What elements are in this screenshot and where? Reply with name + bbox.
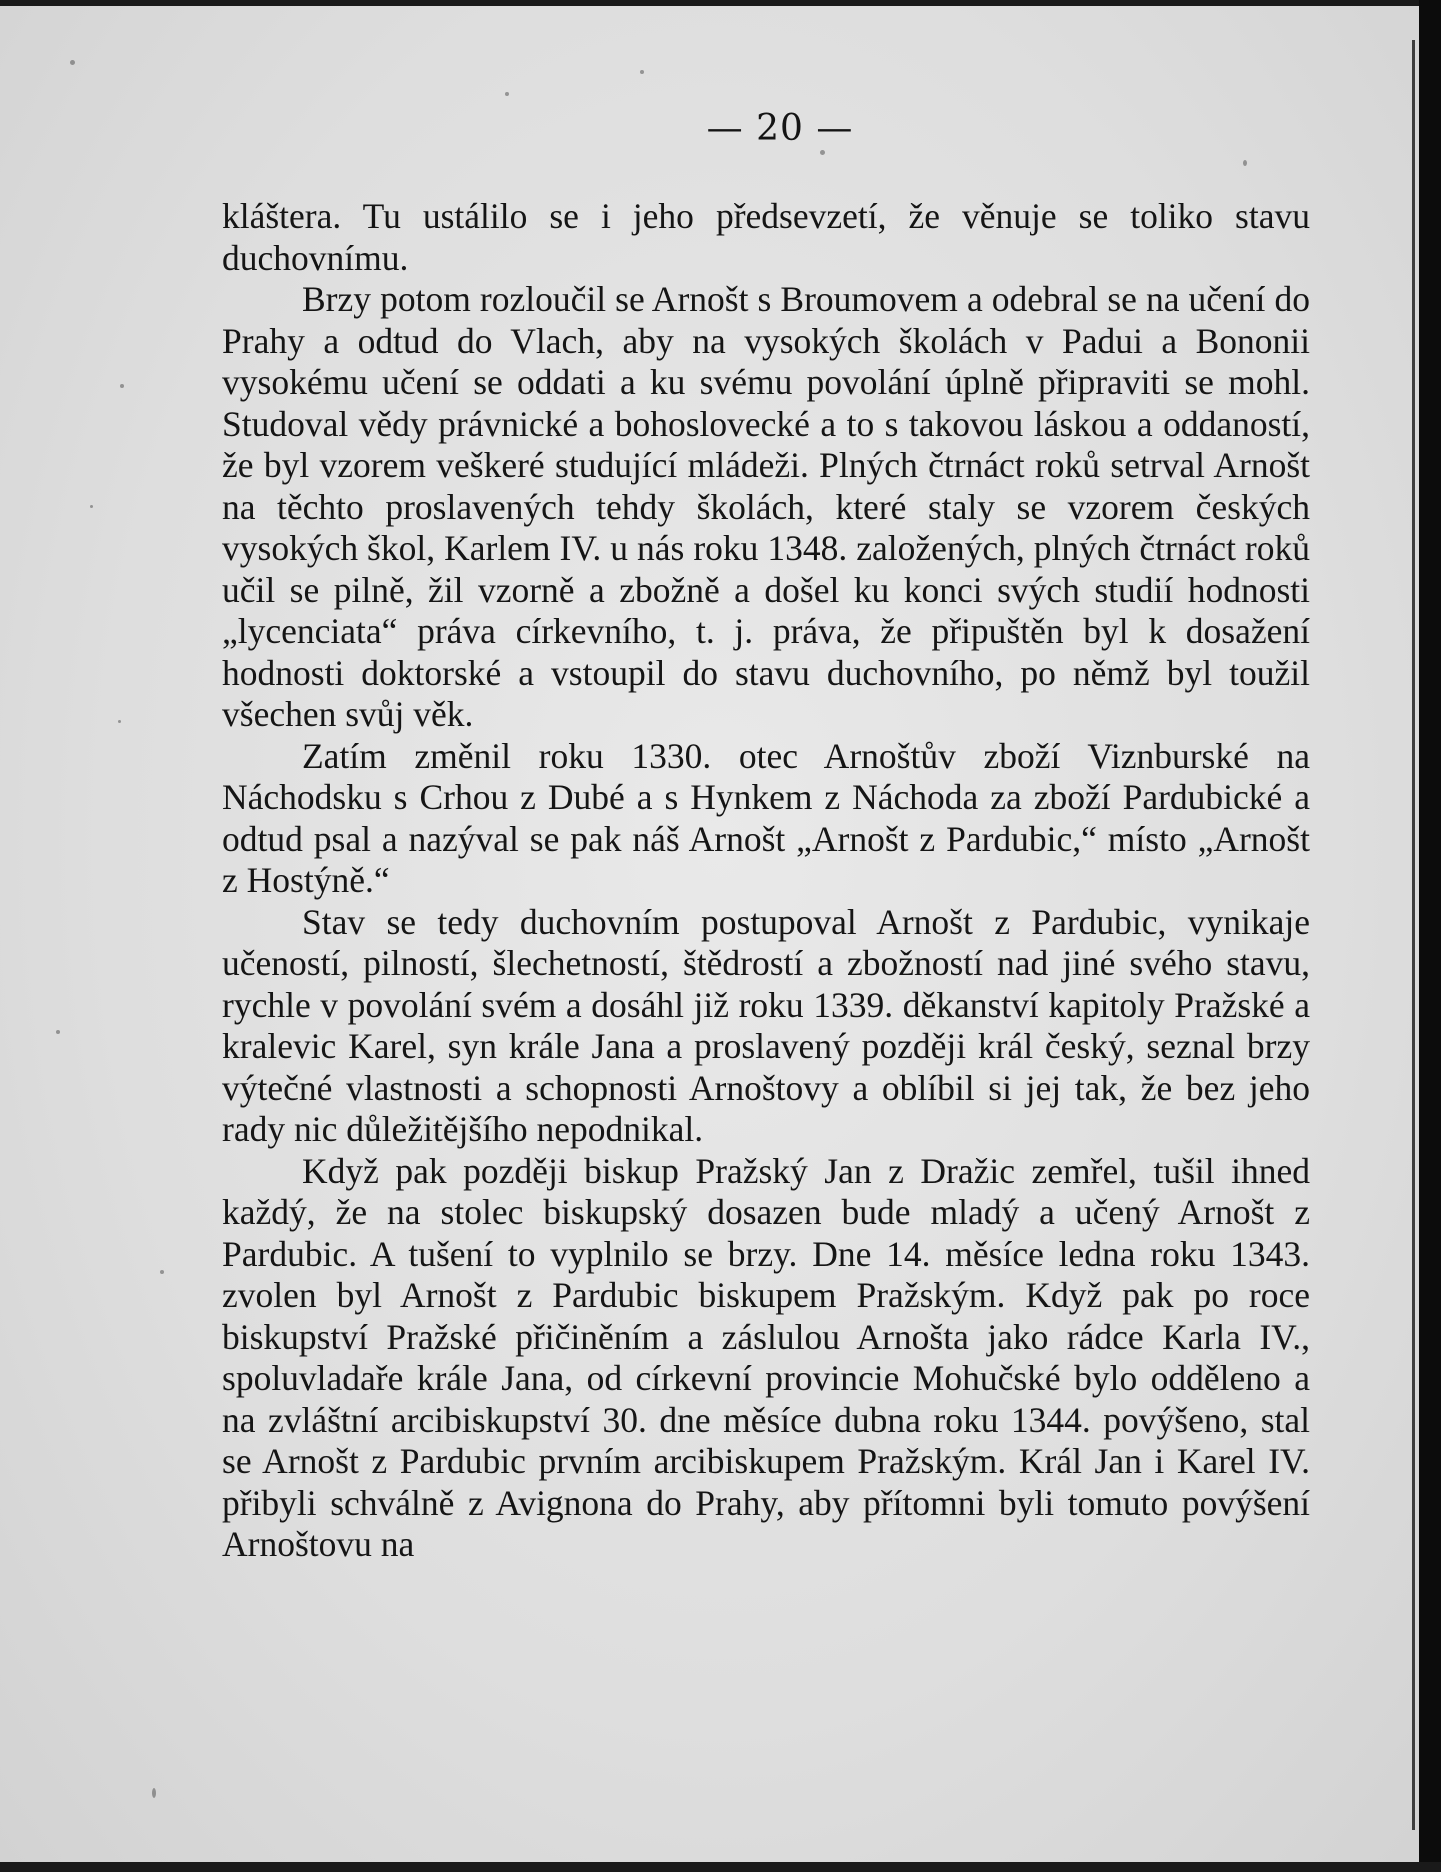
paragraph: Když pak později biskup Pražský Jan z Dražic zemřel, tušil ihned každý, že na stolec biskupský dosazen bude mladý a učený Arnošt z Pardubic. A tušení to vyplnilo se brzy. Dne 14. měsíce ledna roku 1343. zvolen byl Arnošt z Pardubic biskupem Pražským. Když pak po roce biskupství Pražské přičiněním a záslulou Arnošta jako rádce Karla IV., spoluvladaře krále Jana, od církevní provincie Mohučské bylo odděleno a na zvláštní arcibiskupství 30. dne měsíce dubna roku 1344. povýšeno, stal se Arnošt z Pardubic prvním arcibiskupem Pražským. Král Jan i Karel IV. přibyli schválně z Avignona do Prahy, aby přítomni byli tomuto povýšení Arnoštovu na [222,1150,1310,1564]
body-text [222,196,1310,1566]
paragraph: Stav se tedy duchovním postupoval Arnošt z Pardubic, vynikaje učeností, pilností, šlechetností, štědrostí a zbožností nad jiné svého stavu, rychle v povolání svém a dosáhl již roku 1339. děkanství kapitoly Pražské a kralevic Karel, syn krále Jana a proslavený později král český, seznal brzy výtečné vlastnosti a schopnosti Arnoštovy a oblíbil si jej tak, že bez jeho rady nic důležitějšího nepodnikal. [222,901,1310,1149]
paragraph: Brzy potom rozloučil se Arnošt s Broumovem a odebral se na učení do Prahy a odtud do Vlach, aby na vysokých školách v Padui a Bononii vysokému učení se oddati a ku svému povolání úplně připraviti se mohl. Studoval vědy právnické a bohoslovecké a to s takovou láskou a oddaností, že byl vzorem veškeré studující mládeži. Plných čtrnáct roků setrval Arnošt na těchto proslavených tehdy školách, které staly se vzorem českých vysokých škol, Karlem IV. u nás roku 1348. založených, plných čtrnáct roků učil se pilně, žil vzorně a zbožně a došel ku konci svých studií hodnosti „lycenciata“ práva církevního, t. j. práva, že připuštěn byl k dosažení hodnosti doktorské a vstoupil do stavu duchovního, po němž byl toužil všechen svůj věk. [222,279,1310,734]
scan-border-bottom [0,1862,1441,1872]
scan-speck [70,60,75,65]
scan-border-top [0,0,1441,6]
scan-speck [820,150,825,155]
scan-speck [640,70,644,74]
scan-speck [118,720,121,723]
scan-speck [56,1030,60,1034]
paragraph: kláštera. Tu ustálilo se i jeho předsevzetí, že věnuje se toliko stavu duchovnímu. [222,196,1310,278]
scan-speck [152,1788,156,1798]
scan-speck [1243,160,1247,166]
scan-speck [160,1270,164,1274]
scan-speck [120,384,124,388]
paragraph: Zatím změnil roku 1330. otec Arnoštův zboží Viznburské na Náchodsku s Crhou z Dubé a s Hynkem z Náchoda za zboží Pardubické a odtud psal a nazýval se pak náš Arnošt „Arnošt z Pardubic,“ místo „Arnošt z Hostýně.“ [222,735,1310,900]
scan-speck [90,505,93,508]
page-number: — 20 — [706,108,854,149]
scan-speck [505,92,509,96]
scan-border-right [1419,0,1441,1872]
page-edge-line [1412,40,1415,1830]
